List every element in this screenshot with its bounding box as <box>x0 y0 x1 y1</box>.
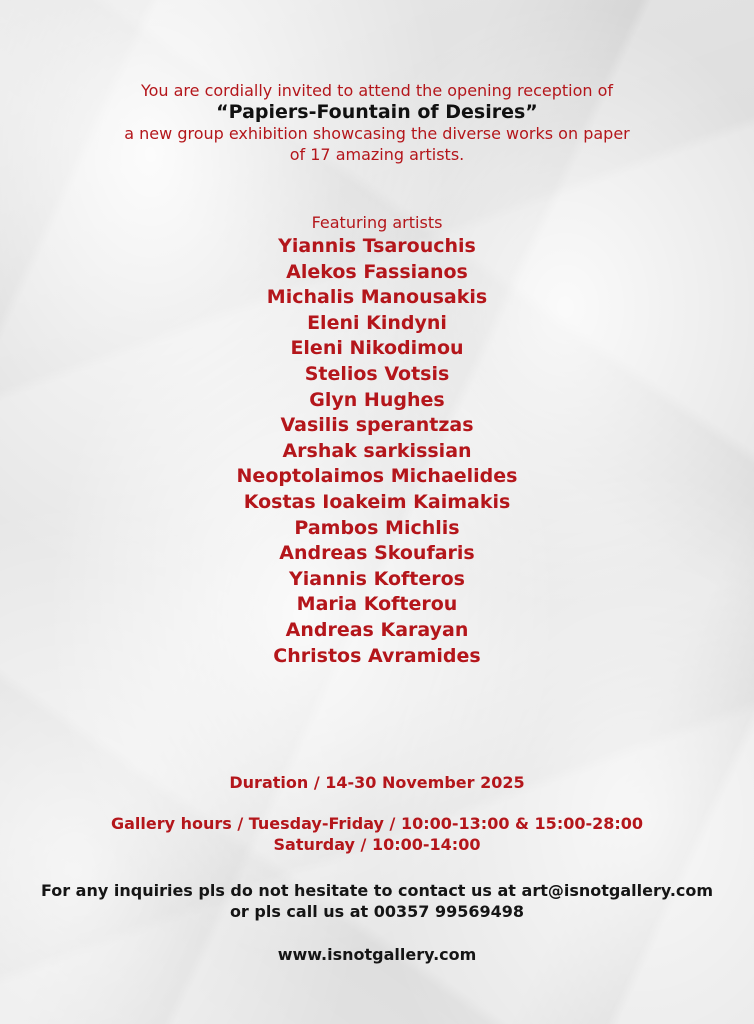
artist-name: Eleni Nikodimou <box>290 337 464 360</box>
gallery-hours-weekday: Gallery hours / Tuesday-Friday / 10:00-13:00 & 15:00-28:00 <box>110 814 644 833</box>
contact-phone-line: or pls call us at 00357 99569498 <box>229 902 525 921</box>
artist-name: Yiannis Kofteros <box>289 567 465 590</box>
artist-name: Vasilis sperantzas <box>280 414 474 437</box>
invitation-intro <box>0 80 754 165</box>
duration-text: Duration / 14-30 November 2025 <box>229 773 525 792</box>
details-spacer <box>0 793 754 813</box>
exhibition-details <box>0 772 754 855</box>
artist-name: Eleni Kindyni <box>307 311 447 334</box>
intro-line-2: a new group exhibition showcasing the diverse works on paper <box>124 124 630 143</box>
artist-name: Stelios Votsis <box>304 362 450 385</box>
artist-name: Maria Kofterou <box>296 593 458 616</box>
artist-name: Christos Avramides <box>273 644 481 667</box>
artist-name: Michalis Manousakis <box>266 286 488 309</box>
artists-list <box>0 234 754 669</box>
contact-section <box>0 880 754 922</box>
artist-name: Alekos Fassianos <box>286 260 468 283</box>
artist-name: Andreas Skoufaris <box>279 542 475 565</box>
intro-line-1: You are cordially invited to attend the opening reception of <box>140 81 614 100</box>
intro-line-3: of 17 amazing artists. <box>289 145 465 164</box>
artist-name: Glyn Hughes <box>309 388 445 411</box>
artist-name: Kostas Ioakeim Kaimakis <box>243 490 511 513</box>
artist-name: Yiannis Tsarouchis <box>278 235 476 257</box>
artist-name: Andreas Karayan <box>285 618 469 641</box>
artists-section <box>0 212 754 669</box>
artists-heading: Featuring artists <box>311 213 443 232</box>
contact-email-line: For any inquiries pls do not hesitate to contact us at art@isnotgallery.com <box>40 881 714 900</box>
artist-name: Neoptolaimos Michaelides <box>236 465 518 488</box>
artist-name: Pambos Michlis <box>294 516 460 539</box>
exhibition-title: “Papiers-Fountain of Desires” <box>216 101 538 123</box>
website-link[interactable]: www.isnotgallery.com <box>277 945 477 964</box>
gallery-hours-saturday: Saturday / 10:00-14:00 <box>273 835 481 854</box>
artist-name: Arshak sarkissian <box>282 439 472 462</box>
